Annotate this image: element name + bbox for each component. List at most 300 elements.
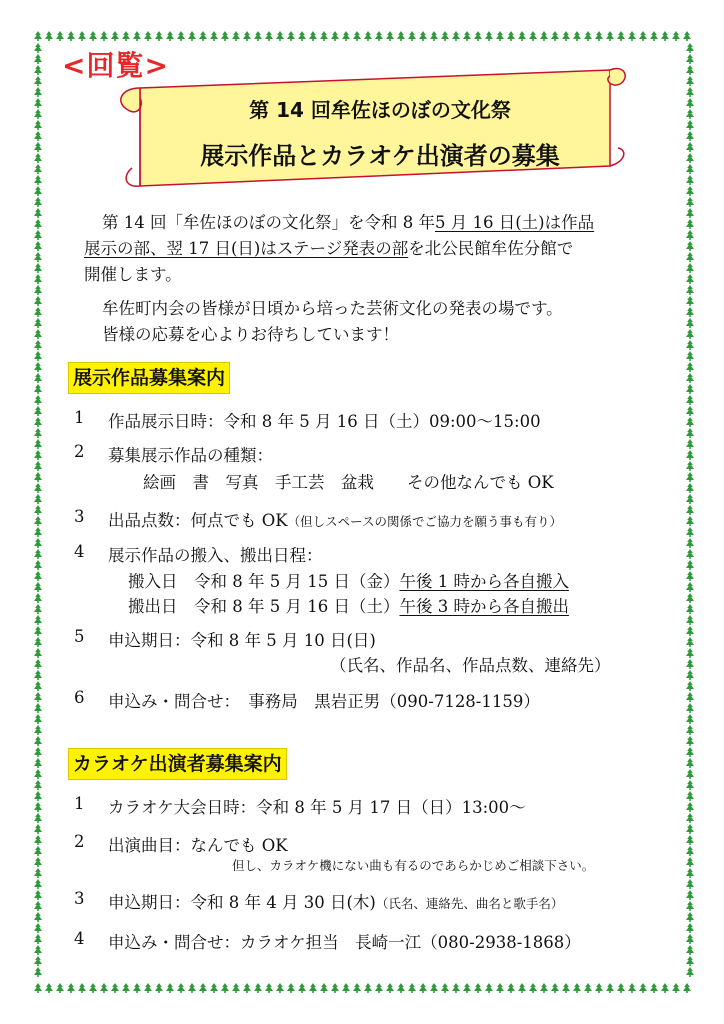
tree-icon <box>34 351 42 361</box>
tree-icon <box>686 384 694 394</box>
tree-icon <box>353 983 361 993</box>
tree-icon <box>34 263 42 273</box>
exhibit-item-count <box>108 507 562 531</box>
tree-icon <box>34 714 42 724</box>
tree-icon <box>562 31 570 41</box>
tree-icon <box>507 983 515 993</box>
tree-icon <box>243 31 251 41</box>
tree-icon <box>34 967 42 977</box>
tree-icon <box>595 983 603 993</box>
tree-icon <box>683 31 691 41</box>
item-number: 4 <box>74 929 85 948</box>
tree-icon <box>34 197 42 207</box>
tree-icon <box>298 31 306 41</box>
tree-icon <box>34 780 42 790</box>
item-number: 1 <box>74 794 85 813</box>
tree-icon <box>686 516 694 526</box>
tree-icon <box>540 983 548 993</box>
tree-icon <box>155 983 163 993</box>
tree-icon <box>320 31 328 41</box>
tree-icon <box>34 582 42 592</box>
tree-icon <box>686 659 694 669</box>
tree-icon <box>34 54 42 64</box>
tree-icon <box>144 983 152 993</box>
tree-icon <box>686 593 694 603</box>
tree-icon <box>34 131 42 141</box>
tree-icon <box>34 923 42 933</box>
tree-icon <box>364 983 372 993</box>
tree-icon <box>686 76 694 86</box>
tree-icon <box>331 983 339 993</box>
tree-icon <box>686 197 694 207</box>
tree-icon <box>34 703 42 713</box>
tree-icon <box>34 109 42 119</box>
tree-icon <box>686 175 694 185</box>
tree-icon <box>686 395 694 405</box>
tree-icon <box>686 351 694 361</box>
tree-icon <box>686 505 694 515</box>
intro-text: を北公民館牟佐分館で <box>408 239 574 258</box>
tree-icon <box>309 983 317 993</box>
karaoke-item-deadline <box>108 889 563 913</box>
tree-icon <box>34 769 42 779</box>
tree-icon <box>551 31 559 41</box>
tree-icon <box>686 494 694 504</box>
tree-icon <box>34 98 42 108</box>
exhibit-section-title: 展示作品募集案内 <box>68 362 230 394</box>
tree-icon <box>375 983 383 993</box>
item-number: 1 <box>74 408 85 427</box>
tree-icon <box>683 983 691 993</box>
item-number: 3 <box>74 889 85 908</box>
tree-icon <box>686 890 694 900</box>
tree-icon <box>661 31 669 41</box>
tree-icon <box>111 31 119 41</box>
tree-icon <box>686 637 694 647</box>
tree-icon <box>34 626 42 636</box>
tree-icon <box>686 549 694 559</box>
tree-icon <box>221 31 229 41</box>
tree-icon <box>686 241 694 251</box>
tree-icon <box>686 417 694 427</box>
tree-icon <box>661 983 669 993</box>
tree-icon <box>686 758 694 768</box>
intro-text: 牟佐町内会の皆様が日頃から培った芸術文化の発表の場です。 <box>102 299 563 318</box>
tree-icon <box>34 406 42 416</box>
tree-icon <box>364 31 372 41</box>
tree-icon <box>276 983 284 993</box>
tree-icon <box>34 461 42 471</box>
tree-icon <box>34 835 42 845</box>
item-number: 4 <box>74 542 85 561</box>
tree-icon <box>408 983 416 993</box>
tree-icon <box>584 31 592 41</box>
tree-icon <box>287 983 295 993</box>
tree-icon <box>463 983 471 993</box>
karaoke-deadline-note: （氏名、連絡先、曲名と歌手名） <box>375 896 564 911</box>
tree-icon <box>452 983 460 993</box>
tree-icon <box>686 362 694 372</box>
tree-icon <box>474 31 482 41</box>
exhibit-item-types-list: 絵画 書 写真 手工芸 盆栽 その他なんでも OK <box>143 473 554 492</box>
tree-icon <box>639 31 647 41</box>
tree-icon <box>686 142 694 152</box>
tree-icon <box>155 31 163 41</box>
tree-icon <box>686 109 694 119</box>
tree-icon <box>686 263 694 273</box>
item-number: 2 <box>74 442 85 461</box>
tree-icon <box>686 813 694 823</box>
tree-icon <box>686 714 694 724</box>
tree-icon <box>133 983 141 993</box>
tree-icon <box>34 604 42 614</box>
tree-icon <box>34 175 42 185</box>
tree-icon <box>686 780 694 790</box>
tree-icon <box>45 983 53 993</box>
tree-icon <box>397 983 405 993</box>
tree-icon <box>320 983 328 993</box>
tree-icon <box>686 164 694 174</box>
tree-icon <box>34 428 42 438</box>
tree-icon <box>34 571 42 581</box>
tree-icon <box>34 450 42 460</box>
tree-icon <box>650 983 658 993</box>
tree-icon <box>34 296 42 306</box>
tree-icon <box>686 527 694 537</box>
tree-icon <box>686 626 694 636</box>
tree-icon <box>686 604 694 614</box>
tree-icon <box>34 538 42 548</box>
tree-icon <box>686 923 694 933</box>
tree-icon <box>686 802 694 812</box>
tree-icon <box>199 31 207 41</box>
tree-icon <box>56 983 64 993</box>
tree-icon <box>686 703 694 713</box>
tree-icon <box>485 983 493 993</box>
tree-icon <box>686 824 694 834</box>
tree-icon <box>287 31 295 41</box>
tree-icon <box>686 846 694 856</box>
tree-icon <box>686 208 694 218</box>
tree-icon <box>34 758 42 768</box>
intro-schedule-underlined: 展示の部、翌 17 日(日)はステージ発表の部 <box>84 239 409 258</box>
tree-icon <box>45 31 53 41</box>
tree-icon <box>254 983 262 993</box>
tree-icon <box>518 31 526 41</box>
tree-icon <box>34 857 42 867</box>
tree-icon <box>650 31 658 41</box>
tree-icon <box>34 637 42 647</box>
tree-icon <box>686 153 694 163</box>
tree-icon <box>34 76 42 86</box>
tree-icon <box>529 31 537 41</box>
tree-icon <box>34 87 42 97</box>
tree-icon <box>686 769 694 779</box>
tree-icon <box>100 31 108 41</box>
tree-icon <box>507 31 515 41</box>
tree-icon <box>34 527 42 537</box>
tree-icon <box>34 659 42 669</box>
item-number: 6 <box>74 688 85 707</box>
tree-icon <box>573 31 581 41</box>
tree-icon <box>686 681 694 691</box>
tree-icon <box>686 186 694 196</box>
tree-icon <box>34 681 42 691</box>
tree-icon <box>122 31 130 41</box>
banner-headline: 展示作品とカラオケ出演者の募集 <box>200 142 560 170</box>
tree-icon <box>419 31 427 41</box>
exhibit-item-contact: 申込み・問合せ： 事務局 黒岩正男（090-7128-1159） <box>108 692 540 711</box>
tree-icon <box>562 983 570 993</box>
tree-icon <box>89 31 97 41</box>
tree-icon <box>686 868 694 878</box>
tree-icon <box>686 43 694 53</box>
tree-icon <box>342 31 350 41</box>
tree-icon <box>474 983 482 993</box>
tree-icon <box>34 120 42 130</box>
tree-icon <box>686 252 694 262</box>
tree-icon <box>686 120 694 130</box>
tree-icon <box>34 890 42 900</box>
tree-icon <box>430 31 438 41</box>
tree-icon <box>540 31 548 41</box>
tree-icon <box>265 983 273 993</box>
tree-icon <box>111 983 119 993</box>
tree-icon <box>518 983 526 993</box>
tree-icon <box>34 362 42 372</box>
tree-icon <box>686 967 694 977</box>
tree-icon <box>188 983 196 993</box>
tree-icon <box>686 956 694 966</box>
tree-icon <box>463 31 471 41</box>
tree-icon <box>34 472 42 482</box>
tree-icon <box>342 983 350 993</box>
carry-out-time: 午後 3 時から各自搬出 <box>399 597 569 616</box>
tree-icon <box>34 483 42 493</box>
tree-icon <box>34 868 42 878</box>
tree-icon <box>408 31 416 41</box>
tree-icon <box>34 934 42 944</box>
tree-icon <box>686 54 694 64</box>
tree-icon <box>686 945 694 955</box>
tree-icon <box>34 329 42 339</box>
tree-icon <box>34 186 42 196</box>
intro-text: 第 14 回「牟佐ほのぼの文化祭」を令和 8 年 <box>102 213 435 232</box>
tree-icon <box>686 571 694 581</box>
tree-icon <box>34 901 42 911</box>
tree-icon <box>485 31 493 41</box>
tree-icon <box>686 87 694 97</box>
carry-in-time: 午後 1 時から各自搬入 <box>399 572 569 591</box>
tree-icon <box>496 31 504 41</box>
tree-icon <box>686 912 694 922</box>
intro-paragraph-2 <box>102 296 702 348</box>
tree-icon <box>34 824 42 834</box>
tree-icon <box>34 494 42 504</box>
tree-icon <box>34 384 42 394</box>
tree-icon <box>672 31 680 41</box>
tree-icon <box>331 31 339 41</box>
tree-icon <box>67 983 75 993</box>
tree-icon <box>34 252 42 262</box>
exhibit-item-deadline: 申込期日：令和 8 年 5 月 10 日(日) <box>108 631 376 650</box>
tree-icon <box>254 31 262 41</box>
scroll-banner <box>110 58 630 198</box>
tree-icon <box>430 983 438 993</box>
tree-icon <box>34 340 42 350</box>
tree-icon <box>686 483 694 493</box>
tree-icon <box>89 983 97 993</box>
tree-icon <box>686 725 694 735</box>
tree-icon <box>34 802 42 812</box>
tree-icon <box>34 164 42 174</box>
exhibit-item-deadline-note: （氏名、作品名、作品点数、連絡先） <box>330 656 611 675</box>
tree-icon <box>686 98 694 108</box>
tree-icon <box>34 747 42 757</box>
tree-icon <box>34 142 42 152</box>
item-number: 2 <box>74 832 85 851</box>
tree-icon <box>34 31 42 41</box>
tree-icon <box>34 615 42 625</box>
tree-icon <box>34 241 42 251</box>
tree-icon <box>34 219 42 229</box>
tree-icon <box>34 549 42 559</box>
tree-icon <box>34 813 42 823</box>
tree-icon <box>672 983 680 993</box>
tree-icon <box>276 31 284 41</box>
tree-icon <box>441 31 449 41</box>
tree-icon <box>34 274 42 284</box>
tree-icon <box>595 31 603 41</box>
tree-icon <box>686 406 694 416</box>
tree-icon <box>628 983 636 993</box>
tree-icon <box>551 983 559 993</box>
tree-icon <box>34 791 42 801</box>
item-number: 3 <box>74 507 85 526</box>
tree-icon <box>78 31 86 41</box>
tree-icon <box>34 983 42 993</box>
tree-icon <box>686 747 694 757</box>
tree-icon <box>686 450 694 460</box>
tree-icon <box>34 285 42 295</box>
tree-icon <box>122 983 130 993</box>
tree-icon <box>243 983 251 993</box>
tree-icon <box>177 983 185 993</box>
tree-icon <box>686 879 694 889</box>
exhibit-carry-in <box>128 568 569 592</box>
tree-icon <box>34 516 42 526</box>
tree-icon <box>34 505 42 515</box>
tree-icon <box>34 648 42 658</box>
tree-icon <box>628 31 636 41</box>
tree-icon <box>686 934 694 944</box>
tree-icon <box>639 983 647 993</box>
tree-icon <box>210 31 218 41</box>
tree-icon <box>686 428 694 438</box>
tree-icon <box>686 791 694 801</box>
tree-icon <box>584 983 592 993</box>
circular-label: <回覧> <box>62 49 169 82</box>
exhibit-item-count-text: 出品点数：何点でも OK <box>108 511 288 530</box>
tree-icon <box>67 31 75 41</box>
tree-icon <box>309 31 317 41</box>
banner-event-title: 第 14 回牟佐ほのぼの文化祭 <box>249 98 511 122</box>
karaoke-item-contact: 申込み・問合せ：カラオケ担当 長崎一江（080-2938-1868） <box>108 933 581 952</box>
tree-icon <box>686 648 694 658</box>
tree-icon <box>34 230 42 240</box>
tree-icon <box>56 31 64 41</box>
tree-icon <box>34 725 42 735</box>
tree-icon <box>686 615 694 625</box>
tree-icon <box>686 692 694 702</box>
tree-icon <box>34 945 42 955</box>
tree-icon <box>686 857 694 867</box>
tree-icon <box>386 983 394 993</box>
tree-icon <box>34 373 42 383</box>
tree-icon <box>606 31 614 41</box>
tree-icon <box>686 835 694 845</box>
tree-icon <box>34 560 42 570</box>
tree-icon <box>144 31 152 41</box>
tree-icon <box>265 31 273 41</box>
tree-icon <box>617 983 625 993</box>
tree-icon <box>100 983 108 993</box>
tree-icon <box>617 31 625 41</box>
tree-icon <box>34 692 42 702</box>
tree-icon <box>232 31 240 41</box>
tree-icon <box>606 983 614 993</box>
tree-icon <box>686 472 694 482</box>
tree-icon <box>34 318 42 328</box>
tree-icon <box>34 879 42 889</box>
tree-icon <box>686 560 694 570</box>
tree-icon <box>686 274 694 284</box>
tree-icon <box>686 901 694 911</box>
tree-icon <box>397 31 405 41</box>
tree-icon <box>686 582 694 592</box>
tree-icon <box>34 65 42 75</box>
tree-icon <box>210 983 218 993</box>
tree-icon <box>686 131 694 141</box>
tree-icon <box>34 439 42 449</box>
karaoke-section-title: カラオケ出演者募集案内 <box>68 748 287 780</box>
tree-icon <box>177 31 185 41</box>
tree-icon <box>686 736 694 746</box>
item-number: 5 <box>74 627 85 646</box>
tree-icon <box>419 983 427 993</box>
tree-icon <box>529 983 537 993</box>
tree-icon <box>686 439 694 449</box>
tree-icon <box>686 461 694 471</box>
tree-icon <box>386 31 394 41</box>
karaoke-deadline-text: 申込期日：令和 8 年 4 月 30 日(木) <box>108 893 376 912</box>
exhibit-item-datetime: 作品展示日時：令和 8 年 5 月 16 日（土）09:00～15:00 <box>108 412 541 431</box>
tree-icon <box>34 417 42 427</box>
tree-icon <box>375 31 383 41</box>
tree-icon <box>441 983 449 993</box>
carry-in-date: 搬入日 令和 8 年 5 月 15 日（金） <box>128 572 400 591</box>
tree-icon <box>452 31 460 41</box>
tree-icon <box>188 31 196 41</box>
tree-icon <box>221 983 229 993</box>
tree-icon <box>353 31 361 41</box>
exhibit-item-types: 募集展示作品の種類： <box>108 446 273 465</box>
intro-paragraph-1 <box>84 210 684 288</box>
tree-icon <box>34 593 42 603</box>
tree-icon <box>34 395 42 405</box>
karaoke-item-songs-note: 但し、カラオケ機にない曲も有るのであらかじめご相談下さい。 <box>232 858 595 873</box>
tree-icon <box>34 736 42 746</box>
